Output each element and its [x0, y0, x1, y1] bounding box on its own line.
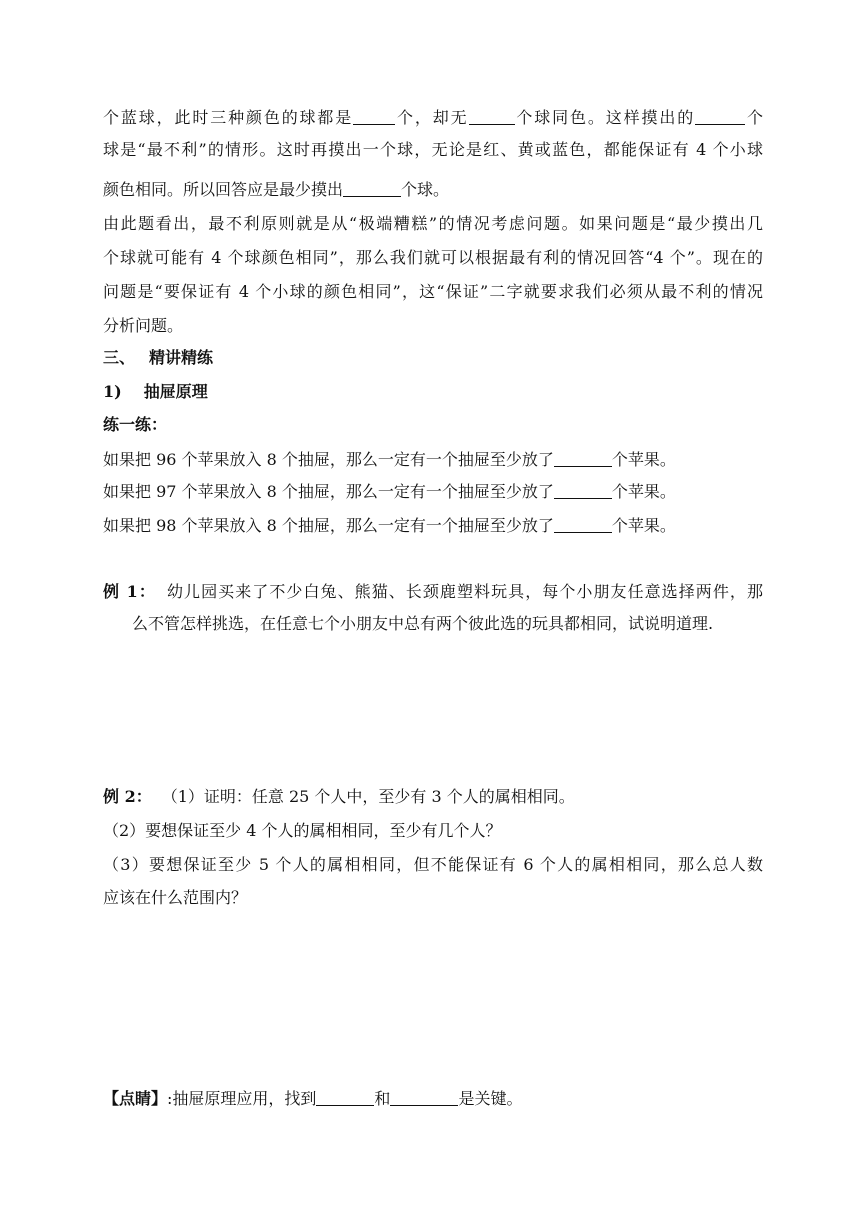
answer-blank [316, 1088, 374, 1106]
question-text: 个苹果。 [611, 516, 676, 535]
example-1-label: 例 1： [103, 582, 156, 601]
intro-line-5: 个球就可能有 4 个球颜色相同”，那么我们就可以根据最有利的情况回答“4 个”。现在的 [103, 248, 763, 267]
answer-blank [554, 481, 612, 499]
intro-text: 个 [745, 108, 763, 127]
intro-line-3 [103, 178, 763, 202]
question-text: 如果把 98 个苹果放入 8 个抽屉，那么一定有一个抽屉至少放了 [103, 516, 554, 535]
answer-blank [554, 449, 612, 467]
question-text: 如果把 97 个苹果放入 8 个抽屉，那么一定有一个抽屉至少放了 [103, 482, 554, 501]
answer-blank [469, 107, 515, 125]
example-1-text: 幼儿园买来了不少白兔、熊猫、长颈鹿塑料玩具，每个小朋友任意选择两件，那 [165, 582, 763, 601]
answer-blank [390, 1088, 458, 1106]
example-1-line-2: 么不管怎样挑选，在任意七个小朋友中总有两个彼此选的玩具都相同，试说明道理. [132, 614, 714, 633]
example-1-line-1 [103, 580, 763, 604]
answer-blank [554, 515, 612, 533]
practice-question-3 [103, 514, 763, 538]
answer-blank [695, 107, 745, 125]
example-2-question-2: （2）要想保证至少 4 个人的属相相同，至少有几个人？ [103, 821, 502, 840]
intro-line-6: 问题是“要保证有 4 个小球的颜色相同”，这“保证”二字就要求我们必须从最不利的情况 [103, 282, 763, 301]
answer-blank [353, 107, 395, 125]
practice-question-2 [103, 480, 763, 504]
example-2-question-3-line-1: （3）要想保证至少 5 个人的属相相同，但不能保证有 6 个人的属相相同，那么总人数 [103, 855, 763, 874]
subsection-heading [103, 380, 763, 404]
section-number: 三、 [103, 348, 136, 367]
key-point-text: 是关键。 [458, 1089, 523, 1108]
answer-blank [343, 179, 401, 197]
intro-line-1 [103, 106, 763, 130]
intro-line-4: 由此题看出，最不利原则就是从“极端糟糕”的情况考虑问题。如果问题是“最少摸出几 [103, 214, 763, 233]
intro-text: 个球。 [401, 180, 450, 199]
subsection-number: 1) [103, 382, 122, 401]
intro-text: 个蓝球，此时三种颜色的球都是 [103, 108, 354, 127]
key-point-line [103, 1087, 763, 1111]
section-title: 精讲精练 [149, 348, 214, 367]
subsection-title: 抽屉原理 [143, 382, 208, 401]
section-heading [103, 346, 763, 370]
intro-line-2: 球是“最不利”的情形。这时再摸出一个球，无论是红、黄或蓝色，都能保证有 4 个小球 [103, 140, 763, 159]
example-2-line-1 [103, 785, 763, 809]
intro-text: 个球同色。这样摸出的 [514, 108, 696, 127]
intro-text: 颜色相同。所以回答应是最少摸出 [103, 180, 344, 199]
practice-question-1 [103, 448, 763, 472]
example-2-question-1: （1）证明：任意 25 个人中，至少有 3 个人的属相相同。 [161, 787, 575, 806]
example-2-question-3-line-2: 应该在什么范围内？ [103, 888, 248, 907]
question-text: 个苹果。 [611, 450, 676, 469]
intro-line-7: 分析问题。 [103, 316, 184, 335]
key-point-text: 和 [374, 1089, 391, 1108]
intro-text: 个，却无 [395, 108, 469, 127]
key-point-label: 【点睛】 [103, 1089, 168, 1108]
question-text: 个苹果。 [611, 482, 676, 501]
example-2-label: 例 2： [103, 787, 152, 806]
question-text: 如果把 96 个苹果放入 8 个抽屉，那么一定有一个抽屉至少放了 [103, 450, 554, 469]
key-point-text: :抽屉原理应用，找到 [167, 1089, 317, 1108]
practice-label: 练一练： [103, 415, 168, 434]
